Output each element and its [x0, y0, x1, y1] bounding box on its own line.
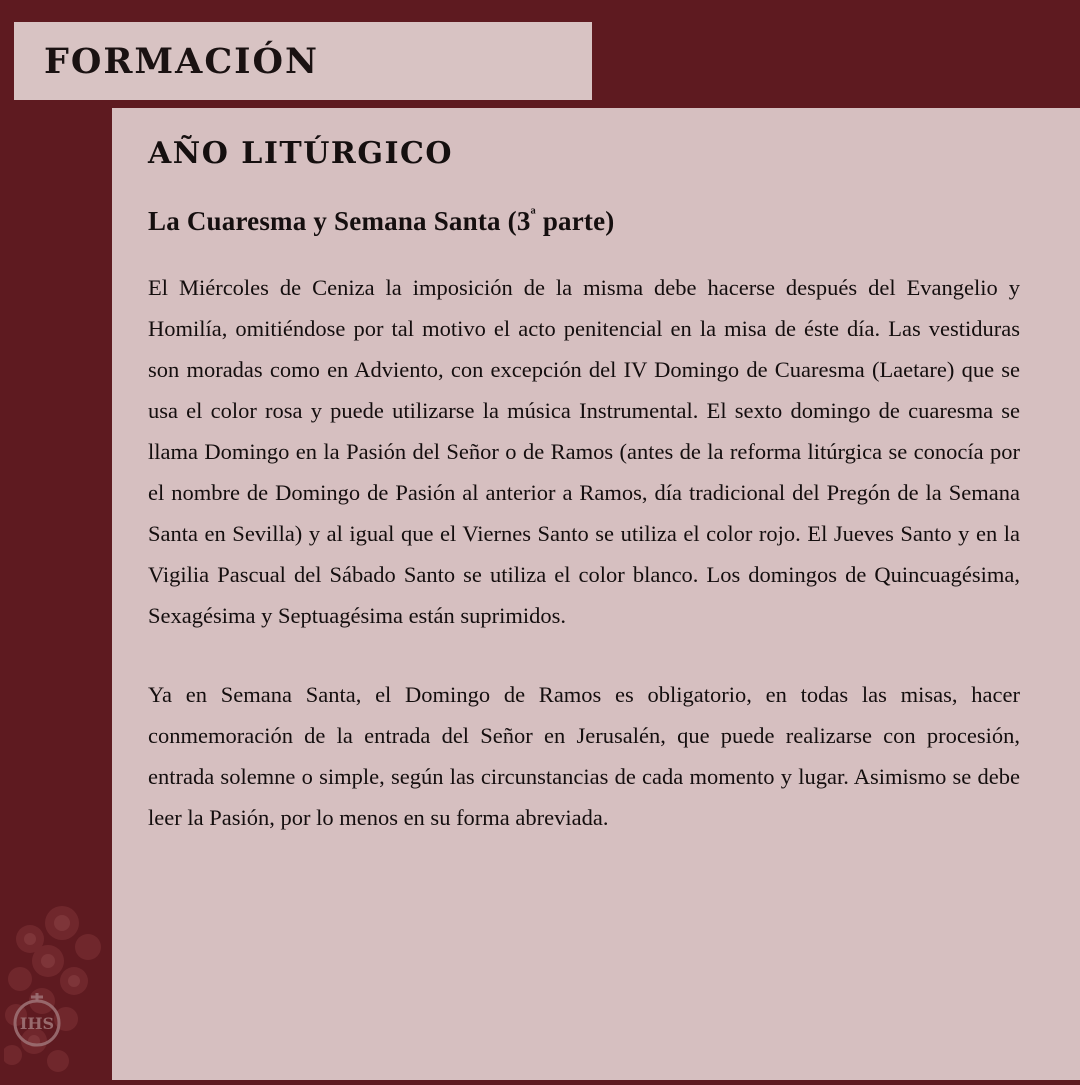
- banner-title: FORMACIÓN: [44, 40, 320, 82]
- formacion-banner: [14, 22, 592, 100]
- subtitle-tail: parte): [535, 206, 615, 236]
- article-subtitle: [148, 205, 1016, 237]
- subtitle-main: La Cuaresma y Semana Santa (3: [148, 206, 531, 236]
- content-panel: [112, 108, 1080, 1080]
- paragraph-1: El Miércoles de Ceniza la imposición de la misma debe hacerse después del Evangelio y Homilía, omitiéndose por tal motivo el acto penitencial en la misa de éste día. Las vestiduras son moradas como en Adviento, con excepción del IV Domingo de Cuaresma (Laetare) que se usa el color rosa y puede utilizarse la música Instrumental. El sexto domingo de cuaresma se llama Domingo en la Pasión del Señor o de Ramos (antes de la reforma litúrgica se conocía por el nombre de Domingo de Pasión al anterior a Ramos, día tradicional del Pregón de la Semana Santa en Sevilla) y al igual que el Viernes Santo se utiliza el color rojo. El Jueves Santo y en la Vigilia Pascual del Sábado Santo se utiliza el color blanco. Los domingos de Quincuagésima, Sexagésima y Septuagésima están suprimidos.: [148, 275, 1020, 628]
- subtitle-ordinal: ª: [530, 205, 536, 224]
- paragraph-2: Ya en Semana Santa, el Domingo de Ramos es obligatorio, en todas las misas, hacer conmemoración de la entrada del Señor en Jerusalén, que puede realizarse con procesión, entrada solemne o simple, según las circunstancias de cada momento y lugar. Asimismo se debe leer la Pasión, por lo menos en su forma abreviada.: [148, 682, 1020, 830]
- section-title: AÑO LITÚRGICO: [148, 136, 453, 171]
- jhs-monogram: IHS: [19, 1014, 55, 1033]
